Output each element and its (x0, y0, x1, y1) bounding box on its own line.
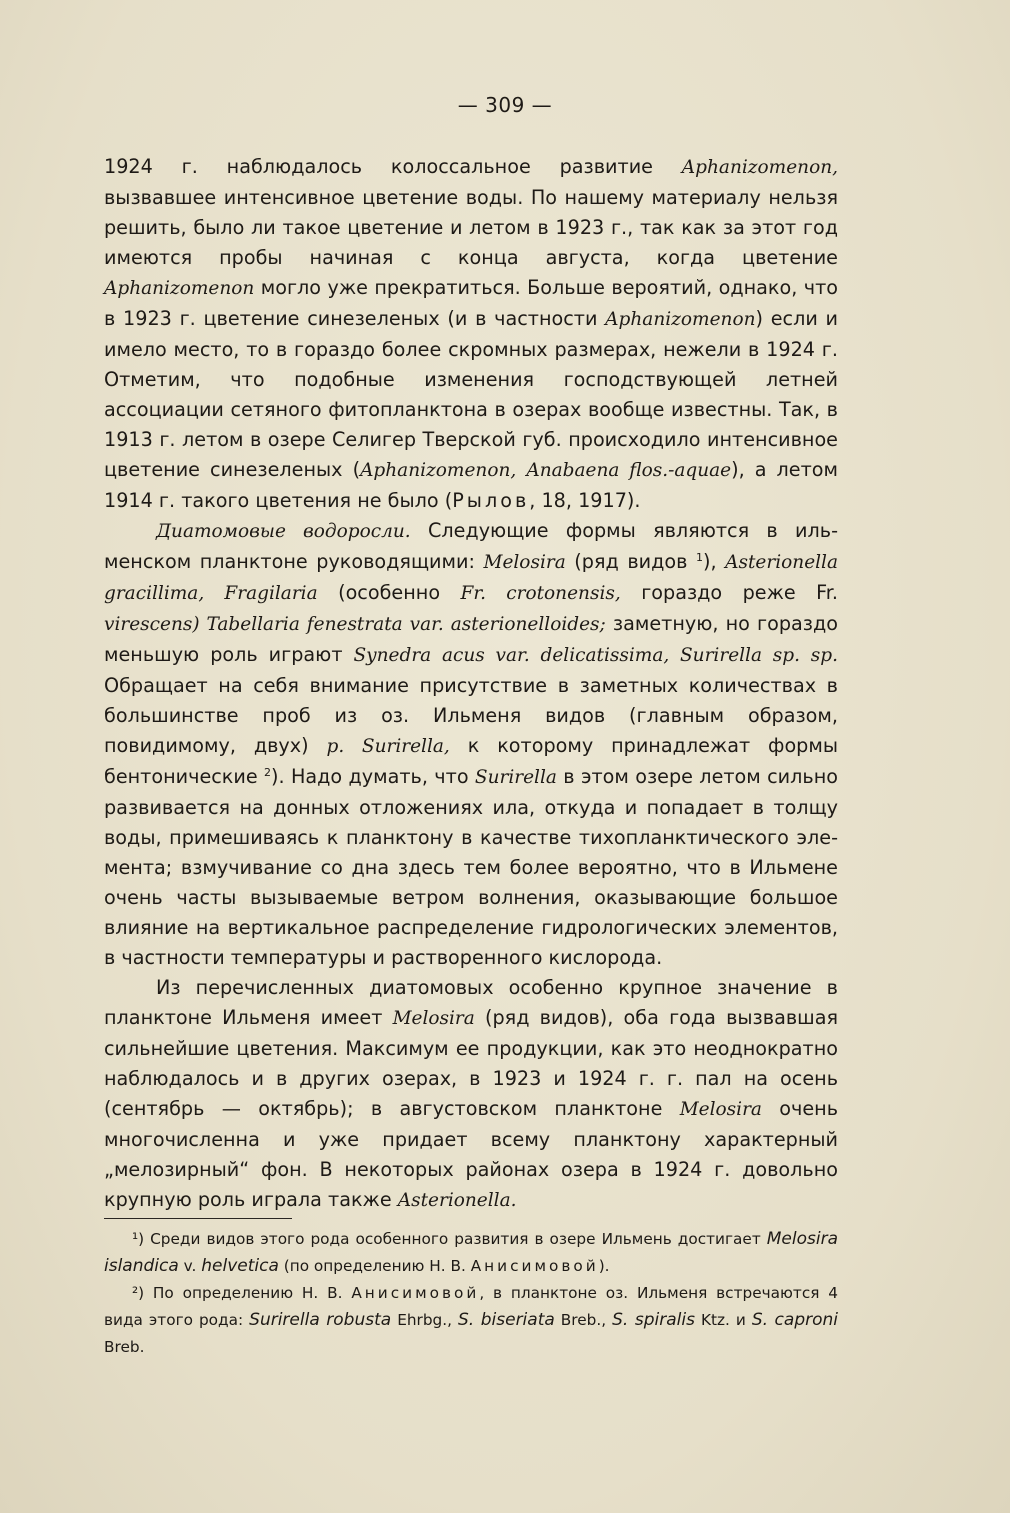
text-run: вызвавшее интенсивное цветение воды. По нашему материалу нельзя решить, было ли такое цветение и летом в 1923 г., так как за этот год имеются пробы начиная с конца августа, когда цветение (104, 186, 838, 269)
taxon-name: Aphanizomenon (605, 309, 756, 330)
text-run: Следующие формы являются в ильменском планктоне руководящими: (104, 519, 838, 573)
footnotes (104, 1226, 838, 1361)
text-run: ). (598, 1257, 610, 1275)
paragraph-1 (104, 152, 838, 516)
taxon-name: Aphanizomenon, (681, 157, 838, 178)
taxon-name: Melosira (392, 1008, 475, 1029)
taxon-name: S. biseriata (458, 1310, 555, 1330)
taxon-name: Surirella (474, 767, 557, 788)
taxon-name: Anabaena flos.-aquae (526, 460, 732, 481)
taxon-name: p. Surirella, (326, 736, 450, 757)
text-run: Из перечисленных диатомовых особенно крупное значение в планктоне Ильменя имеет (104, 976, 838, 1029)
text-run: ) если и имело место, то в гораздо более скромных размерах, нежели в 1924 г. Отметим, что подобные изменения господствующей летней ассоциации сетяного фитопланктона в озерах вообще известны. Так, в 1913 г. летом в озере Селигер Тверской губ. происходило интенсивное цветение синезеленых ( (104, 307, 838, 481)
taxon-name: Asterionella gracillima, Fragilaria (104, 552, 839, 604)
text-run: ¹) Среди видов этого рода особенного развития в озере Ильмень достигает (132, 1230, 767, 1248)
text-run (516, 458, 526, 481)
taxon-name: Melosira (679, 1099, 762, 1120)
author-name: Рылов (452, 489, 530, 512)
text-run: ²) По определению Н. В. (132, 1284, 352, 1302)
text-run: Ehrbg., (391, 1311, 458, 1329)
taxon-name: Asterionella. (397, 1190, 517, 1211)
taxon-name: S. spiralis (612, 1310, 695, 1330)
taxon-name: Synedra acus var. delicatissima, Surirella sp. sp. (353, 645, 838, 666)
author-name: Анисимовой (351, 1284, 480, 1302)
text-run: в этом озере летом сильно развивается на донных отложениях ила, откуда и попадает в толщу воды, примешиваясь к планктону в качестве тихопланктического элемента; взмучивание со дна здесь тем более вероятно, что в Ильмене очень часты вызываемые ветром волнения, оказывающие большое влияние на вертикальное распределение гидрологических элементов, в частности температуры и растворенного кислорода. (104, 765, 838, 969)
text-run: (ряд видов (565, 550, 696, 573)
taxon-name: Melosira islandica (104, 1229, 838, 1276)
text-run: заметную, но гораздо меньшую роль играют (104, 612, 838, 666)
text-run: (особенно (317, 581, 461, 604)
text-run: ), а летом 1914 г. такого цветения не было ( (104, 458, 838, 512)
taxon-name: virescens) Tabellaria fenestrata var. asterionelloides; (104, 614, 606, 635)
paragraph-2 (104, 516, 838, 973)
footnote-ref: 2 (264, 766, 272, 779)
text-run: , в планктоне оз. Ильменя встречаются 4 вида этого рода: (104, 1284, 838, 1329)
taxon-name: Aphanizomenon, (360, 460, 517, 481)
taxon-name: Melosira (483, 552, 566, 573)
text-run: очень многочисленна и уже придает всему планктону характерный „мелозирный“ фон. В некоторых районах озера в 1924 г. довольно крупную роль играла также (104, 1097, 838, 1211)
text-run: могло уже прекратиться. Больше вероятий, однако, что в 1923 г. цветение синезеленых (и в частности (104, 276, 838, 330)
text-run: (по определению Н. В. (278, 1257, 471, 1275)
text-run: ), (702, 550, 726, 573)
paragraph-3 (104, 973, 838, 1216)
text-run: Обращает на себя внимание присутствие в заметных количествах в большинстве проб из оз. Ильменя видов (главным образом, повидимому, двух) (104, 674, 838, 757)
text-run: (ряд видов), оба года вызвавшая сильнейшие цветения. Максимум ее продукции, как это неоднократно наблюдалось и в других озерах, в 1923 и 1924 г. г. пал на осень (сентябрь — октябрь); в августовском планктоне (104, 1006, 838, 1120)
main-text (104, 152, 838, 1216)
taxon-name: helvetica (201, 1256, 279, 1276)
footnote-1 (104, 1226, 838, 1280)
text-run: ). Надо думать, что (271, 765, 475, 788)
footnote-divider (104, 1218, 292, 1219)
page-number: — 309 — (457, 93, 553, 117)
text-run: гораздо реже Fr. (620, 581, 838, 604)
taxon-name: Surirella robusta (249, 1310, 392, 1330)
taxon-name: S. caproni (751, 1310, 838, 1330)
section-heading: Диатомовые водоросли. (156, 521, 411, 542)
text-run: v. (178, 1257, 202, 1275)
footnote-ref: 1 (695, 551, 703, 564)
text-run: Breb. (104, 1338, 145, 1356)
text-run: , 18, 1917). (529, 489, 641, 512)
taxon-name: Aphanizomenon (104, 278, 255, 299)
text-run: к которому принадлежат формы бентонические (104, 734, 838, 788)
text-run: Ktz. и (694, 1311, 752, 1329)
taxon-name: Fr. crotonensis, (460, 583, 621, 604)
text-run: 1924 г. наблюдалось колоссальное развитие (104, 155, 682, 178)
footnote-2 (104, 1280, 838, 1361)
text-run: Breb., (554, 1311, 613, 1329)
author-name: Анисимовой (470, 1257, 599, 1275)
